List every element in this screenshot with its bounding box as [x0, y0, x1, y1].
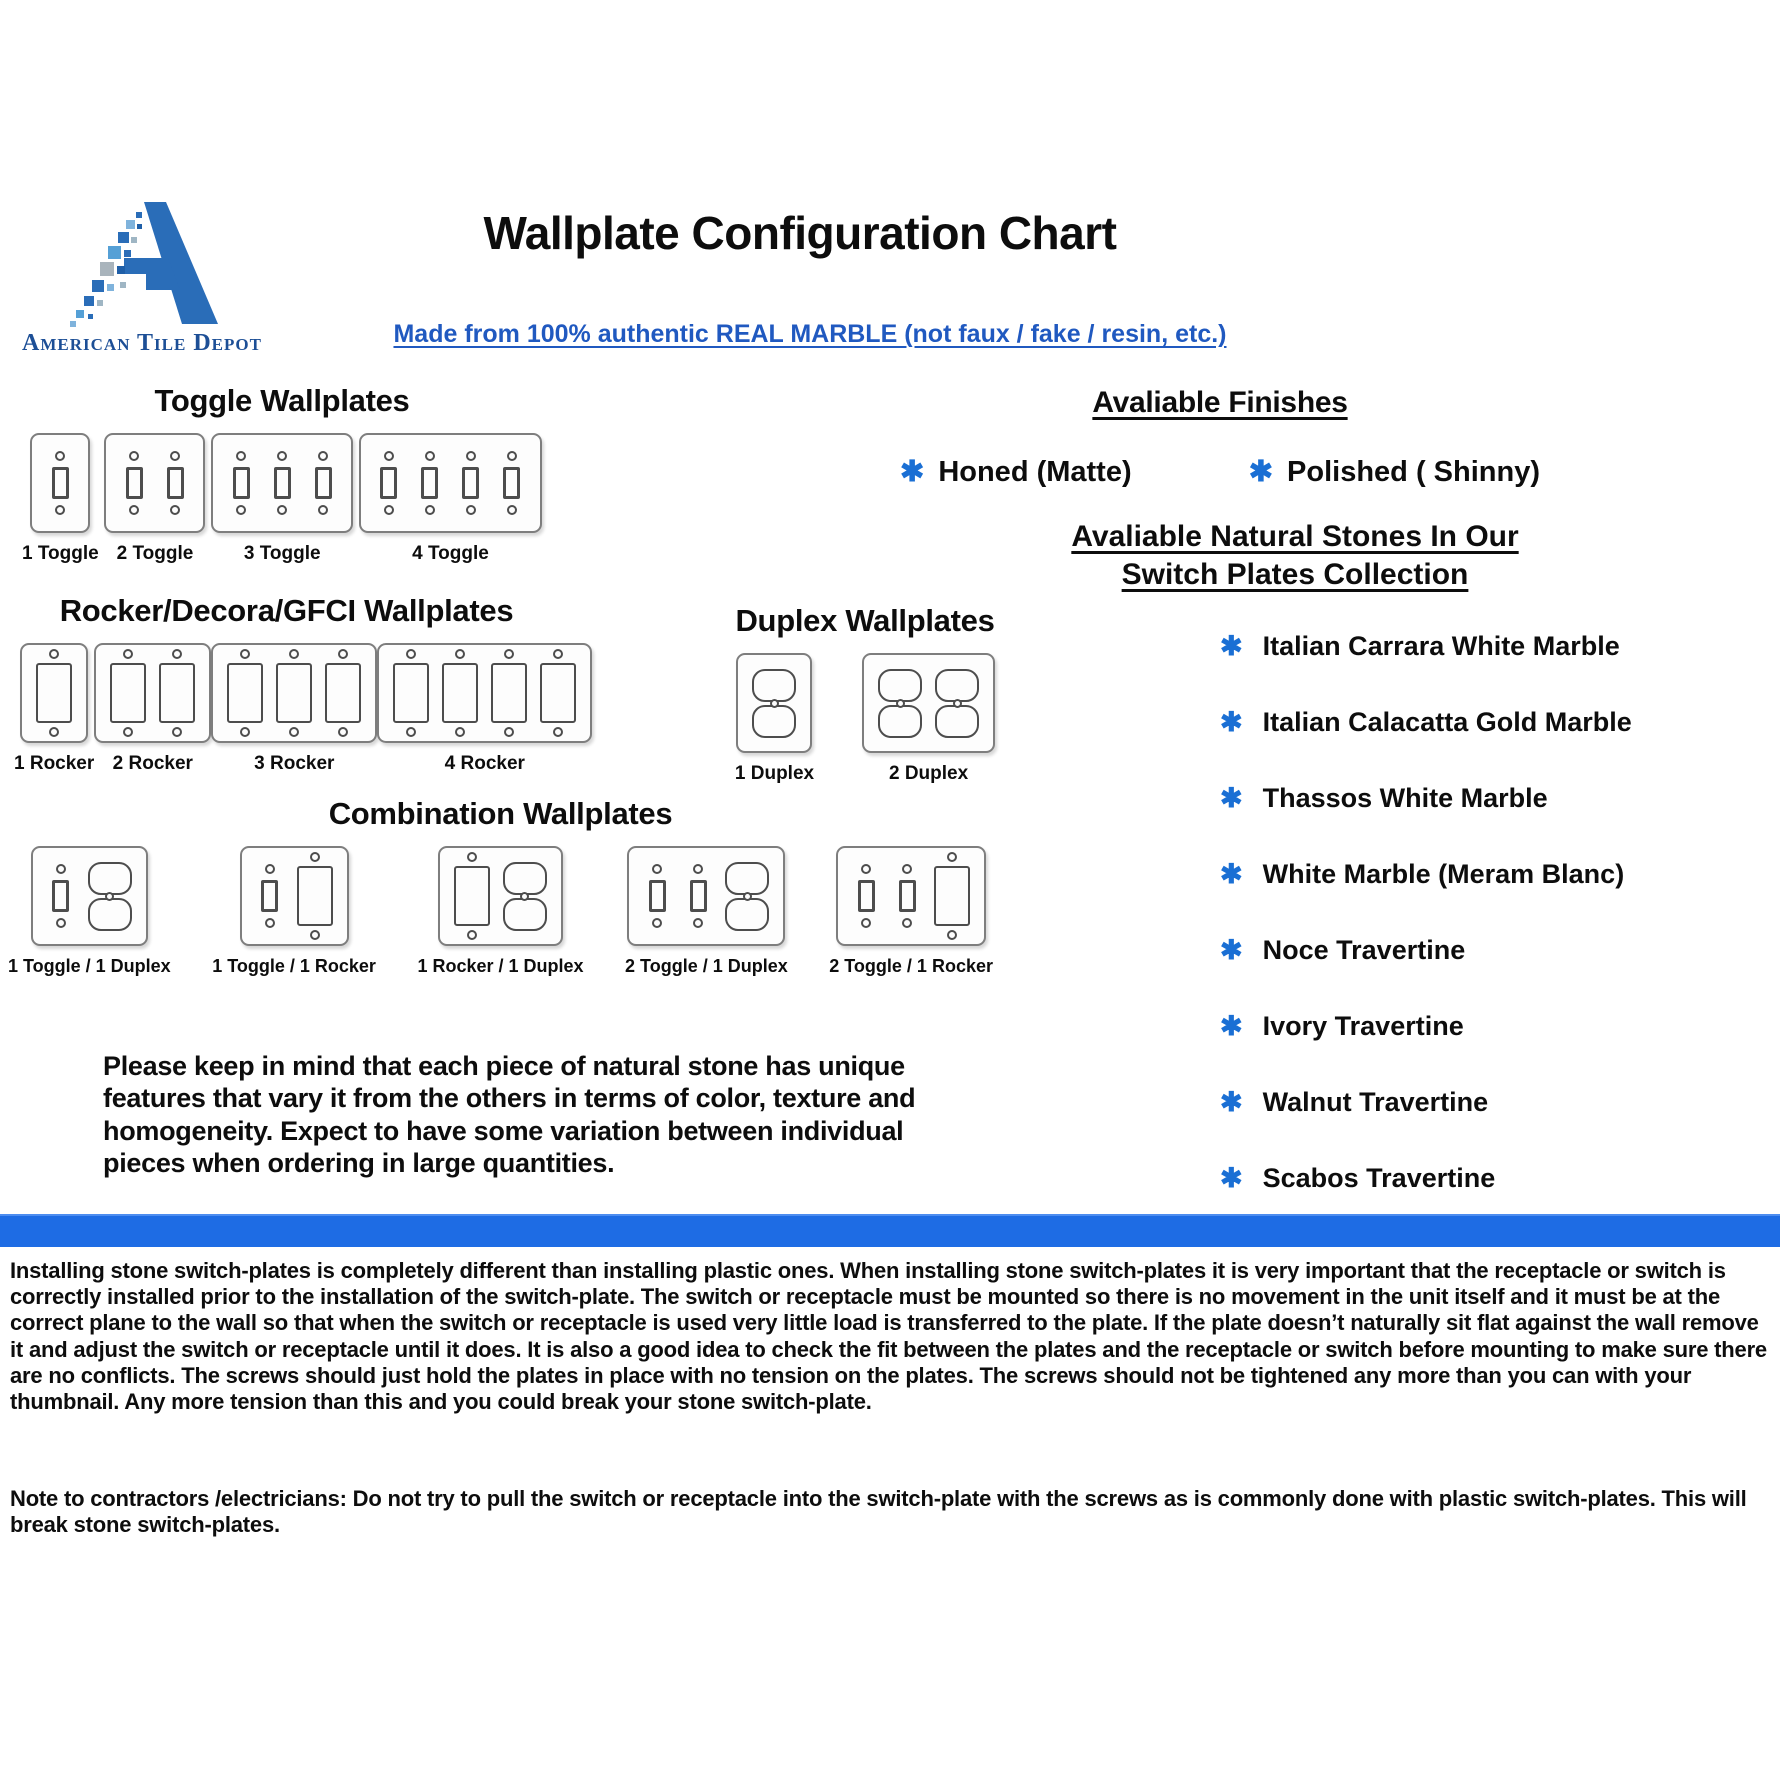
outlet-opening [503, 862, 547, 895]
toggle-slot [274, 467, 291, 499]
toggle-opening [892, 864, 922, 928]
duplex-opening [87, 862, 133, 931]
toggle-slot [126, 467, 143, 499]
screw-icon [693, 864, 703, 874]
screw-icon [553, 727, 563, 737]
wallplate-diagram [438, 846, 563, 946]
rocker-opening [539, 649, 577, 737]
stones-title-line2: Switch Plates Collection [1121, 558, 1469, 592]
rocker-wallplates-section [14, 593, 559, 775]
outlet-opening [935, 705, 979, 738]
available-finishes-section [900, 386, 1540, 489]
screw-icon [384, 505, 394, 515]
rocker-opening [490, 649, 528, 737]
outlet-opening [725, 898, 769, 931]
plate-label: 2 Toggle / 1 Rocker [829, 956, 993, 976]
stone-item [1220, 1011, 1530, 1042]
asterisk-bullet-icon: ✱ [1220, 934, 1243, 965]
screw-icon [56, 918, 66, 928]
stone-item [1220, 630, 1620, 662]
toggle-opening [642, 864, 672, 928]
wallplate-diagram [359, 433, 542, 533]
screw-icon [384, 451, 394, 461]
plate-label: 1 Duplex [734, 763, 815, 784]
stone-item [1220, 782, 1548, 814]
toggle-opening [46, 864, 76, 928]
screw-icon [338, 649, 348, 659]
finish-item [900, 454, 1132, 489]
rocker-opening [296, 852, 334, 940]
screw-icon [902, 918, 912, 928]
screw-icon [507, 505, 517, 515]
contractor-note: Note to contractors /electricians: Do not try to pull the switch or receptacle into the switch-plate with the screws as is commonly done with plastic switch-plates. This will break stone switch-plates. [10, 1486, 1747, 1538]
rocker-opening [109, 649, 147, 737]
wallplate-1-rocker [14, 643, 94, 775]
wallplate-diagram [836, 846, 986, 946]
screw-icon [467, 852, 477, 862]
screw-icon [861, 918, 871, 928]
wallplate-4-toggle [359, 433, 542, 565]
outlet-opening [88, 898, 132, 931]
toggle-opening [45, 451, 75, 515]
toggle-slot [858, 880, 875, 912]
duplex-section-title: Duplex Wallplates [735, 603, 995, 638]
screw-icon [652, 864, 662, 874]
wallplate-1-toggle [22, 433, 99, 565]
screw-icon [425, 505, 435, 515]
screw-icon [467, 930, 477, 940]
finishes-title: Avaliable Finishes [1092, 386, 1348, 419]
asterisk-bullet-icon: ✱ [1220, 706, 1243, 737]
outlet-opening [752, 705, 796, 738]
page-title: Wallplate Configuration Chart [483, 207, 1117, 259]
stone-item [1220, 706, 1632, 738]
wallplate-3-toggle [211, 433, 353, 565]
rocker-slot [227, 663, 263, 723]
toggle-opening [851, 864, 881, 928]
wallplate-diagram [627, 846, 785, 946]
toggle-slot [503, 467, 520, 499]
wallplate-diagram [30, 433, 90, 533]
screw-icon [318, 451, 328, 461]
toggle-opening [683, 864, 713, 928]
stone-item [1220, 1163, 1530, 1194]
plate-label: 3 Rocker [254, 753, 335, 774]
stone-item [1220, 1087, 1530, 1118]
stones-list [1060, 630, 1632, 1194]
screw-icon [406, 649, 416, 659]
outlet-opening [878, 705, 922, 738]
rocker-slot [442, 663, 478, 723]
asterisk-bullet-icon: ✱ [1220, 1162, 1243, 1193]
asterisk-bullet-icon: ✱ [1220, 630, 1243, 661]
wallplate-diagram [377, 643, 592, 743]
rocker-slot [159, 663, 195, 723]
screw-icon [172, 727, 182, 737]
asterisk-bullet-icon: ✱ [900, 456, 925, 488]
wallplate-diagram [240, 846, 349, 946]
rocker-slot [393, 663, 429, 723]
screw-icon [406, 727, 416, 737]
screw-icon [947, 852, 957, 862]
finish-label: Honed (Matte) [938, 456, 1132, 488]
asterisk-bullet-icon: ✱ [1220, 858, 1243, 889]
combination-wallplates-section [8, 796, 993, 977]
toggle-slot [167, 467, 184, 499]
toggle-slot [690, 880, 707, 912]
toggle-plates-row [22, 433, 542, 565]
screw-icon [265, 864, 275, 874]
screw-icon [289, 649, 299, 659]
duplex-opening [724, 862, 770, 931]
plate-label: 1 Toggle / 1 Rocker [212, 956, 376, 976]
rocker-slot [276, 663, 312, 723]
screw-icon [455, 649, 465, 659]
toggle-opening [119, 451, 149, 515]
screw-icon [236, 505, 246, 515]
asterisk-bullet-icon: ✱ [1220, 1086, 1243, 1117]
stones-title [1060, 518, 1530, 595]
plate-label: 1 Toggle / 1 Duplex [8, 956, 171, 976]
screw-icon [455, 727, 465, 737]
rocker-opening [453, 852, 491, 940]
rocker-slot [297, 866, 333, 926]
screw-icon [466, 505, 476, 515]
rocker-slot [36, 663, 72, 723]
rocker-opening [275, 649, 313, 737]
screw-icon [49, 727, 59, 737]
screw-icon [902, 864, 912, 874]
toggle-opening [308, 451, 338, 515]
stone-label: Walnut Travertine [1262, 1086, 1489, 1117]
finish-item [1249, 454, 1540, 489]
toggle-opening [415, 451, 445, 515]
wallplate-2-toggle-1-rocker [829, 846, 993, 977]
wallplate-1-toggle-1-rocker [212, 846, 376, 977]
rocker-slot [934, 866, 970, 926]
toggle-opening [226, 451, 256, 515]
duplex-wallplates-section [650, 603, 1080, 785]
combination-plates-row [8, 846, 993, 977]
installation-note: Installing stone switch-plates is completely different than installing plastic ones. When installing stone switch-plates it is very important that the receptacle or switch is correctly installed prior to the installation of the switch-plate. The switch or receptacle must be mounted so there is no movement in the unit itself and it must be at the correct plane to the wall so that when the switch or receptacle is used very little load is transferred to the plate. If the plate doesn’t naturally sit flat against the wall remove it and adjust the switch or receptacle until it does. It is also a good idea to check the fit between the plates and the receptacle or switch before mounting to make sure there are no conflicts. The screws should just hold the plates in place with no tension on the plates. The screws should not be tightened any more than you can with your thumbnail. Any more tension than this and you could break your stone switch-plate. [10, 1258, 1767, 1414]
wallplate-1-rocker-1-duplex [417, 846, 583, 977]
toggle-opening [255, 864, 285, 928]
asterisk-bullet-icon: ✱ [1248, 456, 1274, 488]
toggle-opening [267, 451, 297, 515]
screw-icon [861, 864, 871, 874]
wallplate-3-rocker [211, 643, 377, 775]
wallplate-diagram [736, 653, 812, 753]
stone-label: Noce Travertine [1262, 934, 1466, 965]
variation-note: Please keep in mind that each piece of natural stone has unique features that vary it from the others in terms of color, texture and homogeneity. Expect to have some variation between individual pieces when ordering in large quantities. [103, 1051, 916, 1179]
screw-icon [693, 918, 703, 928]
screw-icon [553, 649, 563, 659]
screw-icon [170, 505, 180, 515]
wallplate-diagram [211, 433, 353, 533]
wallplate-4-rocker [377, 643, 592, 775]
wallplate-2-rocker [94, 643, 211, 775]
screw-icon [55, 505, 65, 515]
outlet-opening [878, 669, 922, 702]
stone-label: Italian Carrara White Marble [1262, 630, 1620, 661]
wallplate-2-duplex [862, 653, 995, 785]
screw-icon [105, 892, 114, 901]
wallplate-diagram [211, 643, 377, 743]
outlet-opening [88, 862, 132, 895]
toggle-slot [462, 467, 479, 499]
rocker-opening [226, 649, 264, 737]
rocker-opening [324, 649, 362, 737]
toggle-opening [374, 451, 404, 515]
wallplate-diagram [94, 643, 211, 743]
toggle-slot [649, 880, 666, 912]
wallplate-diagram [104, 433, 205, 533]
outlet-opening [725, 862, 769, 895]
wallplate-2-toggle [104, 433, 205, 565]
outlet-opening [752, 669, 796, 702]
asterisk-bullet-icon: ✱ [1220, 782, 1243, 813]
toggle-opening [456, 451, 486, 515]
screw-icon [466, 451, 476, 461]
page-subtitle: Made from 100% authentic REAL MARBLE (not faux / fake / resin, etc.) [393, 320, 1227, 348]
rocker-opening [35, 649, 73, 737]
divider-bar [0, 1214, 1780, 1247]
screw-icon [770, 699, 779, 708]
toggle-slot [315, 467, 332, 499]
logo-a-icon [62, 200, 222, 328]
screw-icon [129, 451, 139, 461]
wallplate-1-toggle-1-duplex [8, 846, 171, 977]
natural-stones-section [1060, 518, 1632, 1239]
stone-item [1220, 935, 1530, 966]
stone-label: Ivory Travertine [1262, 1010, 1464, 1041]
rocker-opening [933, 852, 971, 940]
wallplate-2-toggle-1-duplex [625, 846, 788, 977]
screw-icon [240, 649, 250, 659]
rocker-plates-row [14, 643, 559, 775]
wallplate-diagram [31, 846, 148, 946]
screw-icon [425, 451, 435, 461]
screw-icon [123, 649, 133, 659]
plate-label: 2 Toggle / 1 Duplex [625, 956, 788, 976]
rocker-slot [325, 663, 361, 723]
screw-icon [289, 727, 299, 737]
duplex-opening [934, 669, 980, 738]
rocker-slot [540, 663, 576, 723]
toggle-slot [52, 467, 69, 499]
toggle-section-title: Toggle Wallplates [154, 383, 410, 418]
screw-icon [56, 864, 66, 874]
stone-label: Scabos Travertine [1262, 1162, 1496, 1193]
stone-item [1220, 858, 1625, 890]
stone-label: Italian Calacatta Gold Marble [1262, 706, 1632, 737]
screw-icon [743, 892, 752, 901]
toggle-opening [497, 451, 527, 515]
stones-title-line1: Avaliable Natural Stones In Our [1071, 520, 1519, 553]
screw-icon [129, 505, 139, 515]
rocker-slot [110, 663, 146, 723]
screw-icon [504, 649, 514, 659]
plate-label: 2 Toggle [116, 543, 194, 564]
plate-label: 4 Rocker [444, 753, 525, 774]
screw-icon [277, 451, 287, 461]
screw-icon [507, 451, 517, 461]
screw-icon [265, 918, 275, 928]
toggle-opening [160, 451, 190, 515]
screw-icon [338, 727, 348, 737]
toggle-slot [52, 880, 69, 912]
finish-label: Polished ( Shinny) [1287, 456, 1540, 488]
screw-icon [504, 727, 514, 737]
screw-icon [953, 699, 962, 708]
duplex-opening [877, 669, 923, 738]
rocker-slot [454, 866, 490, 926]
screw-icon [896, 699, 905, 708]
plate-label: 2 Rocker [112, 753, 193, 774]
screw-icon [172, 649, 182, 659]
plate-label: 1 Toggle [22, 543, 99, 564]
stone-label: Thassos White Marble [1262, 782, 1548, 813]
screw-icon [652, 918, 662, 928]
screw-icon [277, 505, 287, 515]
plate-label: 2 Duplex [888, 763, 969, 784]
outlet-opening [503, 898, 547, 931]
rocker-opening [392, 649, 430, 737]
toggle-slot [233, 467, 250, 499]
toggle-slot [261, 880, 278, 912]
finishes-list [900, 454, 1540, 489]
toggle-slot [380, 467, 397, 499]
screw-icon [310, 930, 320, 940]
wallplate-diagram [20, 643, 88, 743]
toggle-slot [421, 467, 438, 499]
rocker-opening [441, 649, 479, 737]
stone-label: White Marble (Meram Blanc) [1262, 858, 1625, 889]
screw-icon [49, 649, 59, 659]
screw-icon [123, 727, 133, 737]
asterisk-bullet-icon: ✱ [1220, 1010, 1243, 1041]
duplex-opening [751, 669, 797, 738]
combination-section-title: Combination Wallplates [328, 796, 673, 831]
outlet-opening [935, 669, 979, 702]
toggle-wallplates-section [22, 383, 542, 565]
screw-icon [310, 852, 320, 862]
screw-icon [318, 505, 328, 515]
brand-name: American Tile Depot [22, 330, 262, 356]
screw-icon [170, 451, 180, 461]
plate-label: 1 Rocker / 1 Duplex [417, 956, 584, 976]
plate-label: 4 Toggle [412, 543, 489, 564]
rocker-slot [491, 663, 527, 723]
plate-label: 1 Rocker [14, 753, 95, 774]
screw-icon [236, 451, 246, 461]
american-tile-depot-logo [12, 200, 272, 357]
toggle-slot [899, 880, 916, 912]
screw-icon [55, 451, 65, 461]
duplex-plates-row [650, 653, 1080, 785]
rocker-opening [158, 649, 196, 737]
wallplate-1-duplex [735, 653, 814, 785]
duplex-opening [502, 862, 548, 931]
screw-icon [947, 930, 957, 940]
plate-label: 3 Toggle [243, 543, 321, 564]
screw-icon [240, 727, 250, 737]
screw-icon [520, 892, 529, 901]
rocker-section-title: Rocker/Decora/GFCI Wallplates [59, 593, 514, 628]
wallplate-diagram [862, 653, 995, 753]
